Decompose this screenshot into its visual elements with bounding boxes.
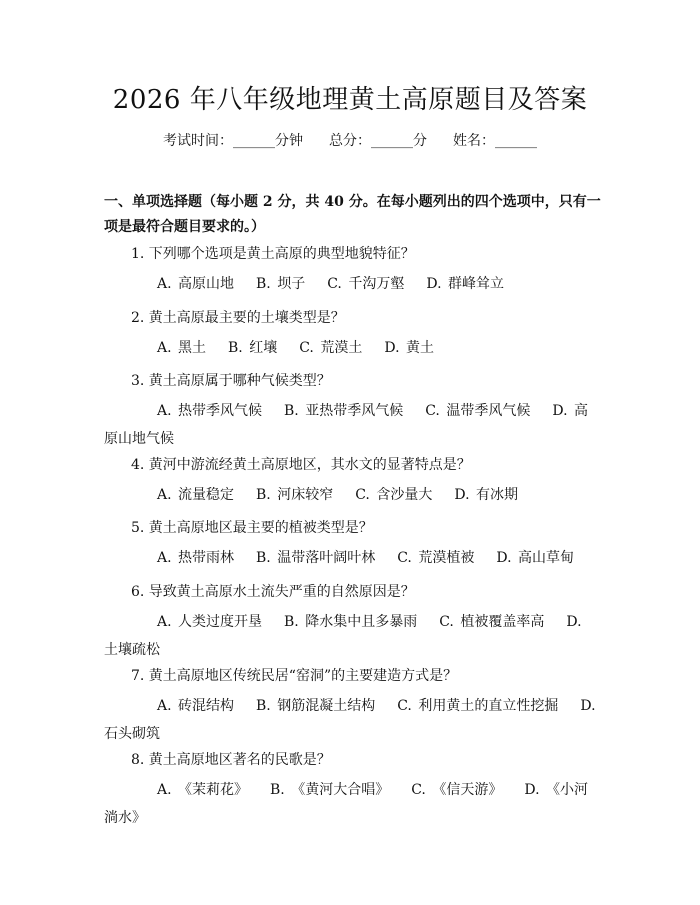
question-options <box>104 397 598 453</box>
question-options <box>104 544 598 572</box>
question-stem: 2. 黄土高原最主要的土壤类型是？ <box>131 310 345 326</box>
question-stem: 8. 黄土高原地区著名的民歌是？ <box>131 752 331 768</box>
question-options <box>104 270 598 298</box>
option-a: A. 砖混结构 <box>157 698 235 714</box>
option-d: D. 黄土 <box>384 340 434 356</box>
option-d: D. 高山草甸 <box>496 550 574 566</box>
question-stem: 6. 导致黄土高原水土流失严重的自然原因是？ <box>131 584 415 600</box>
exam-meta <box>0 131 700 151</box>
exam-time-field: 考试时间：______分钟 <box>163 133 303 149</box>
total-score-field: 总分：______分 <box>329 133 427 149</box>
question-options <box>104 481 598 509</box>
question-options <box>104 608 598 664</box>
option-b: B. 《黄河大合唱》 <box>270 782 390 798</box>
option-a: A. 高原山地 <box>157 276 235 292</box>
option-a: A. 流量稳定 <box>157 487 235 503</box>
question-stem: 7. 黄土高原地区传统民居“窑洞”的主要建造方式是？ <box>131 668 458 684</box>
option-b: B. 亚热带季风气候 <box>284 403 404 419</box>
option-d: D. 《小河淌水》 <box>104 782 588 826</box>
option-b: B. 河床较窄 <box>256 487 334 503</box>
question-stem: 5. 黄土高原地区最主要的植被类型是？ <box>131 520 373 536</box>
option-a: A. 人类过度开垦 <box>157 614 263 630</box>
option-a: A. 《茉莉花》 <box>157 782 249 798</box>
option-c: C. 荒漠植被 <box>397 550 475 566</box>
option-c: C. 千沟万壑 <box>327 276 405 292</box>
option-d: D. 高原山地气候 <box>104 403 588 447</box>
option-b: B. 红壤 <box>228 340 278 356</box>
option-a: A. 黑土 <box>157 340 207 356</box>
question-options <box>104 776 598 832</box>
option-c: C. 荒漠土 <box>299 340 363 356</box>
question-stem: 3. 黄土高原属于哪种气候类型？ <box>131 373 331 389</box>
option-d: D. 土壤疏松 <box>104 614 582 658</box>
option-c: C. 《信天游》 <box>411 782 503 798</box>
option-a: A. 热带雨林 <box>157 550 235 566</box>
question-stem: 1. 下列哪个选项是黄土高原的典型地貌特征？ <box>131 246 415 262</box>
option-b: B. 温带落叶阔叶林 <box>256 550 376 566</box>
option-b: B. 坝子 <box>256 276 306 292</box>
option-d: D. 有冰期 <box>454 487 518 503</box>
question-options <box>104 692 598 748</box>
question-stem: 4. 黄河中游流经黄土高原地区，其水文的显著特点是？ <box>131 457 471 473</box>
option-c: C. 温带季风气候 <box>425 403 531 419</box>
page-title: 2026 年八年级地理黄土高原题目及答案 <box>112 85 588 115</box>
option-c: C. 植被覆盖率高 <box>439 614 545 630</box>
student-name-field: 姓名：______ <box>453 133 537 149</box>
option-d: D. 群峰耸立 <box>426 276 504 292</box>
section-heading: 一、单项选择题（每小题 2 分，共 40 分。在每小题列出的四个选项中，只有一项是最符合题目要求的。） <box>104 194 601 235</box>
option-c: C. 利用黄土的直立性挖掘 <box>397 698 559 714</box>
option-b: B. 钢筋混凝土结构 <box>256 698 376 714</box>
option-a: A. 热带季风气候 <box>157 403 263 419</box>
option-c: C. 含沙量大 <box>355 487 433 503</box>
option-b: B. 降水集中且多暴雨 <box>284 614 418 630</box>
question-options <box>104 334 598 362</box>
option-d: D. 石头砌筑 <box>104 698 596 742</box>
